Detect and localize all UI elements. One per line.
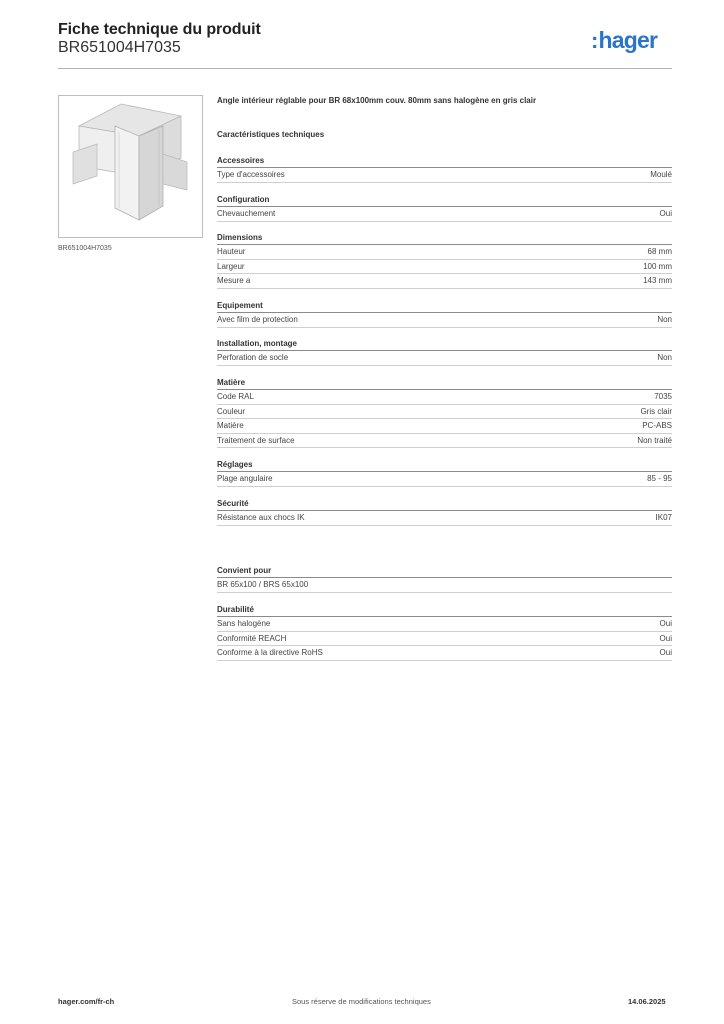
spec-value: Oui (659, 619, 672, 629)
product-description: Angle intérieur réglable pour BR 68x100mm couv. 80mm sans halogène en gris clair (217, 96, 537, 105)
product-image (58, 95, 203, 238)
spec-row (217, 511, 672, 526)
section-convient-pour (217, 565, 672, 593)
spec-row (217, 274, 672, 289)
spec-label: Largeur (217, 261, 245, 271)
spec-label: Plage angulaire (217, 474, 273, 484)
spec-label: Mesure a (217, 276, 251, 286)
spec-label: Chevauchement (217, 209, 276, 219)
footer-website-link[interactable]: hager.com/fr-ch (58, 997, 115, 1006)
spec-row (217, 168, 672, 183)
spec-row (217, 472, 672, 487)
section-durabilite (217, 604, 672, 661)
spec-label: Matière (217, 421, 244, 431)
spec-value: 85 - 95 (647, 474, 672, 484)
product-reference: BR651004H7035 (58, 39, 181, 56)
section-dimensions (217, 232, 672, 289)
spec-label: Sans halogène (217, 619, 271, 629)
section-title: Sécurité (217, 499, 249, 508)
section-title: Installation, montage (217, 339, 298, 348)
section-title: Accessoires (217, 156, 265, 165)
logo-dots-icon: : (591, 28, 598, 53)
spec-value: Oui (659, 209, 672, 219)
spec-value: PC-ABS (642, 421, 672, 431)
spec-row (217, 578, 672, 593)
spec-label: Conforme à la directive RoHS (217, 648, 323, 658)
section-title: Matière (217, 378, 246, 387)
spec-label: Code RAL (217, 392, 254, 402)
hager-logo[interactable] (591, 27, 657, 54)
section-securite (217, 498, 672, 526)
image-caption: BR651004H7035 (58, 245, 112, 252)
spec-value: 7035 (654, 392, 672, 402)
spec-label: Avec film de protection (217, 315, 298, 325)
section-reglages (217, 459, 672, 487)
spec-value: Non traité (637, 435, 672, 445)
spec-value: Gris clair (640, 406, 672, 416)
section-title: Réglages (217, 460, 253, 469)
section-accessoires (217, 155, 672, 183)
spec-value: Oui (659, 633, 672, 643)
spec-row (217, 434, 672, 449)
spec-label: Conformité REACH (217, 633, 287, 643)
spec-row (217, 245, 672, 260)
spec-value: IK07 (655, 513, 672, 523)
section-installation (217, 338, 672, 366)
spec-row (217, 617, 672, 632)
spec-row (217, 260, 672, 275)
spec-label: Type d'accessoires (217, 170, 285, 180)
spec-label: Hauteur (217, 247, 246, 257)
spec-label: Couleur (217, 406, 246, 416)
logo-wordmark: hager (598, 27, 658, 53)
spec-row (217, 351, 672, 366)
spec-row (217, 646, 672, 661)
spec-value: Moulé (650, 170, 672, 180)
specs-heading: Caractéristiques techniques (217, 130, 325, 139)
section-title: Dimensions (217, 233, 263, 242)
footer-disclaimer: Sous réserve de modifications techniques (292, 997, 431, 1006)
spec-row (217, 419, 672, 434)
spec-row (217, 632, 672, 647)
corner-duct-illustration (59, 96, 202, 237)
spec-row (217, 390, 672, 405)
spec-value: Non (657, 353, 672, 363)
spec-label: Perforation de socle (217, 353, 289, 363)
page-title: Fiche technique du produit (58, 21, 261, 38)
spec-label: Résistance aux chocs IK (217, 513, 305, 523)
section-title: Convient pour (217, 566, 272, 575)
section-configuration (217, 194, 672, 222)
section-title: Configuration (217, 195, 270, 204)
spec-row (217, 405, 672, 420)
spec-value: 68 mm (647, 247, 672, 257)
spec-label: BR 65x100 / BRS 65x100 (217, 580, 309, 590)
header-divider (58, 68, 672, 69)
spec-label: Traitement de surface (217, 435, 295, 445)
spec-value: 143 mm (643, 276, 672, 286)
spec-value: Non (657, 315, 672, 325)
spec-row (217, 313, 672, 328)
section-matiere (217, 377, 672, 448)
footer-date: 14.06.2025 (628, 997, 666, 1006)
spec-row (217, 207, 672, 222)
section-title: Equipement (217, 301, 263, 310)
spec-value: 100 mm (643, 261, 672, 271)
section-title: Durabilité (217, 605, 254, 614)
spec-value: Oui (659, 648, 672, 658)
section-equipement (217, 300, 672, 328)
